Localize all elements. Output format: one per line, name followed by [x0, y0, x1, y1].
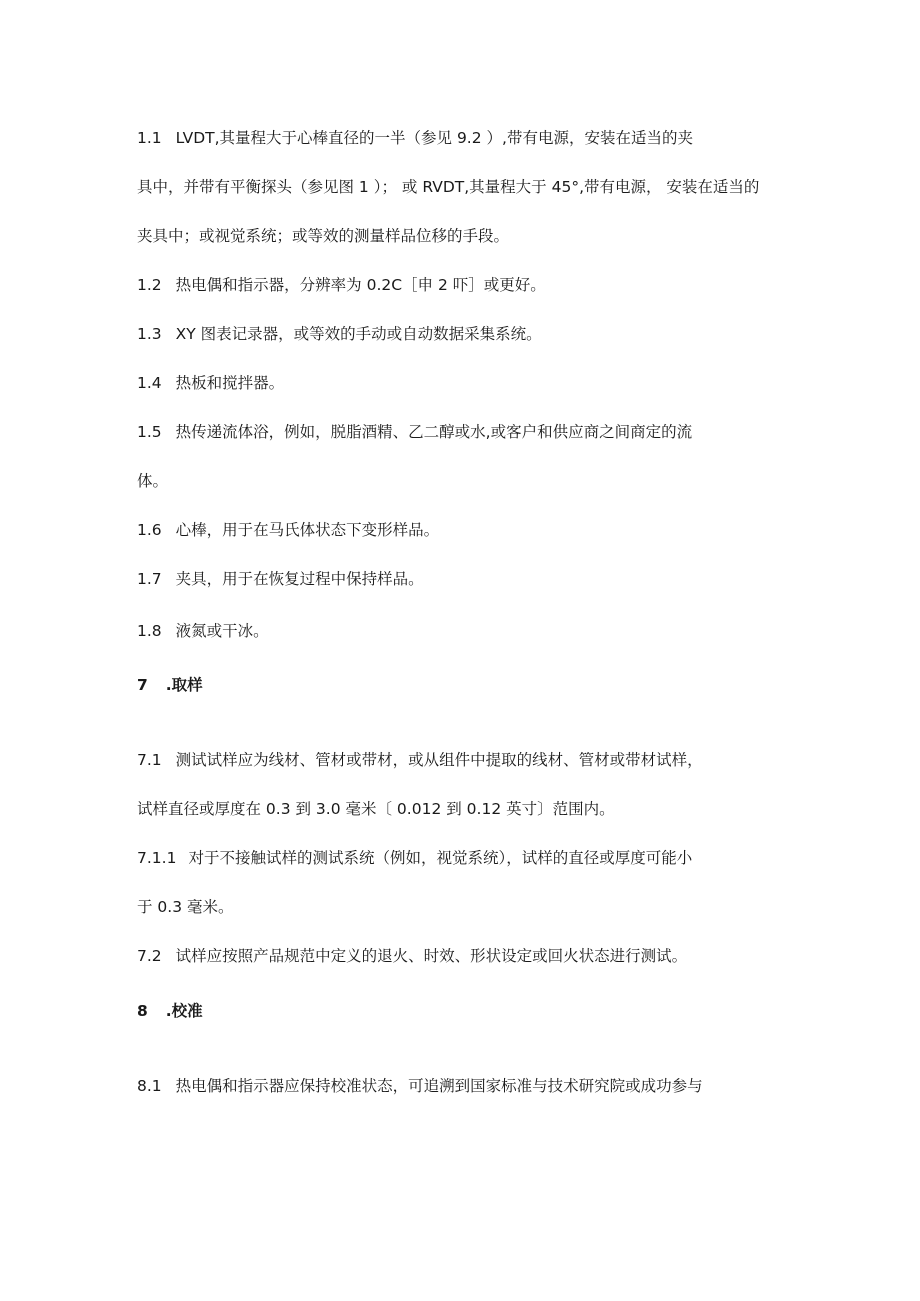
- clause-8-1: [137, 1076, 703, 1096]
- clause-text: XY 图表记录器，或等效的手动或自动数据采集系统。: [175, 325, 542, 343]
- clause-1-1-line-3: [137, 226, 509, 246]
- clause-1-4: [137, 373, 284, 393]
- clause-1-8: [137, 621, 269, 641]
- clause-text: 热电偶和指示器，分辨率为 0.2C［申 2 吓］或更好。: [175, 276, 546, 294]
- clause-7-1-1-line-2: [137, 897, 234, 917]
- clause-text: 于 0.3 毫米。: [137, 898, 234, 916]
- clause-number: 1.7: [137, 570, 162, 588]
- clause-1-1-line-2: [137, 177, 759, 197]
- clause-number: 7.1.1: [137, 849, 177, 867]
- clause-text: 体。: [137, 472, 169, 490]
- section-number: 8: [137, 1002, 148, 1020]
- clause-text: 具中，并带有平衡探头（参见图 1 ）； 或 RVDT,其量程大于 45°,带有电源， 安装在适当的: [137, 178, 760, 196]
- clause-7-2: [137, 946, 687, 966]
- clause-1-7: [137, 569, 424, 589]
- clause-text: 热传递流体浴，例如，脱脂酒精、乙二醇或水,或客户和供应商之间商定的流: [175, 423, 693, 441]
- clause-number: 1.1: [137, 129, 162, 147]
- section-heading-8: [137, 1001, 203, 1021]
- clause-7-1-line-1: [137, 750, 703, 770]
- clause-number: 1.4: [137, 374, 162, 392]
- clause-7-1-line-2: [137, 799, 615, 819]
- clause-text: 夹具中；或视觉系统；或等效的测量样品位移的手段。: [137, 227, 510, 245]
- clause-text: 对于不接触试样的测试系统（例如，视觉系统），试样的直径或厚度可能小: [188, 849, 693, 867]
- clause-number: 7.2: [137, 947, 162, 965]
- clause-number: 7.1: [137, 751, 162, 769]
- clause-1-5-line-1: [137, 422, 692, 442]
- clause-1-2: [137, 275, 546, 295]
- clause-text: 心棒，用于在马氏体状态下变形样品。: [175, 521, 440, 539]
- section-number: 7: [137, 676, 148, 694]
- clause-1-5-line-2: [137, 471, 168, 491]
- clause-1-3: [137, 324, 542, 344]
- clause-1-1-line-1: [137, 128, 693, 148]
- clause-number: 1.8: [137, 622, 162, 640]
- clause-number: 1.3: [137, 325, 162, 343]
- clause-1-6: [137, 520, 439, 540]
- section-title: .校准: [165, 1002, 203, 1020]
- clause-text: 液氮或干冰。: [175, 622, 269, 640]
- clause-text: 热电偶和指示器应保持校准状态，可追溯到国家标准与技术研究院或成功参与: [175, 1077, 703, 1095]
- clause-number: 1.6: [137, 521, 162, 539]
- section-title: .取样: [165, 676, 203, 694]
- clause-number: 8.1: [137, 1077, 162, 1095]
- clause-7-1-1-line-1: [137, 848, 692, 868]
- clause-text: 测试试样应为线材、管材或带材，或从组件中提取的线材、管材或带材试样，: [175, 751, 703, 769]
- clause-text: LVDT,其量程大于心棒直径的一半（参见 9.2 ）,带有电源，安装在适当的夹: [175, 129, 693, 147]
- clause-number: 1.5: [137, 423, 162, 441]
- clause-text: 试样直径或厚度在 0.3 到 3.0 毫米〔 0.012 到 0.12 英寸〕范围内。: [137, 800, 615, 818]
- clause-text: 试样应按照产品规范中定义的退火、时效、形状设定或回火状态进行测试。: [175, 947, 688, 965]
- section-heading-7: [137, 675, 203, 695]
- clause-text: 热板和搅拌器。: [175, 374, 285, 392]
- clause-text: 夹具，用于在恢复过程中保持样品。: [175, 570, 424, 588]
- clause-number: 1.2: [137, 276, 162, 294]
